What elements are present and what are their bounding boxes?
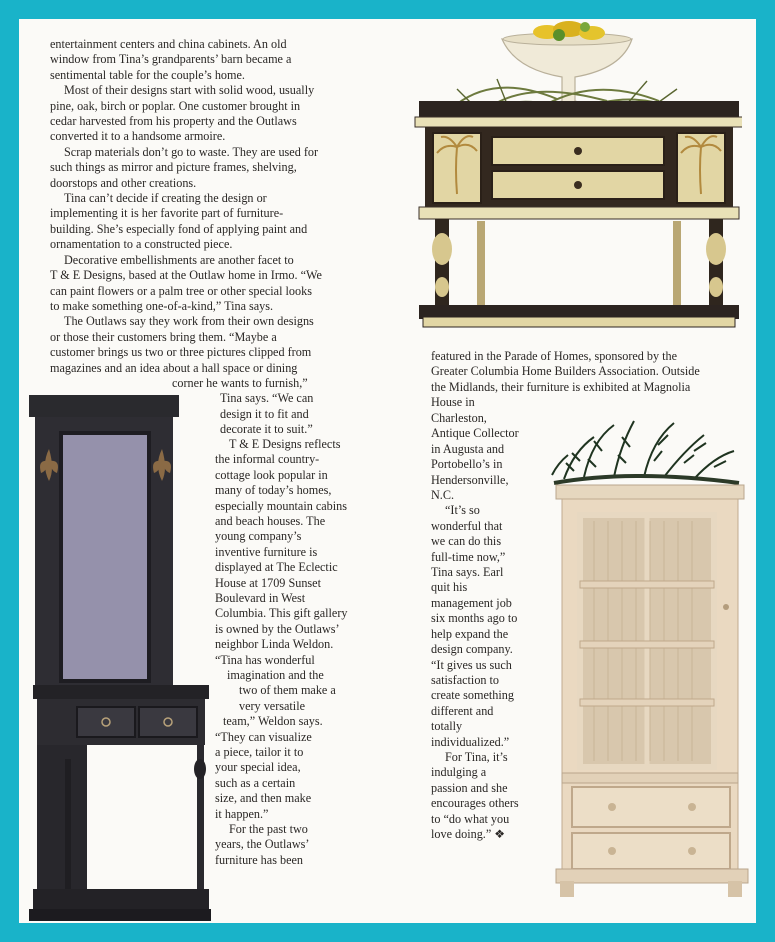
text-line: Antique Collector [431, 426, 519, 441]
column-right-a [431, 349, 700, 411]
text-line: magazines and an idea about a hall space or dining [50, 360, 298, 375]
text-line: displayed at The Eclectic [215, 560, 338, 575]
text-line: “They can visualize [215, 729, 312, 744]
text-line: sentimental table for the couple’s home. [50, 67, 245, 82]
sideboard-photo [397, 19, 742, 337]
text-line: N.C. [431, 488, 455, 503]
text-line: Portobello’s in [431, 457, 503, 472]
text-line: different and [431, 703, 494, 718]
text-line: cottage look popular in [215, 467, 328, 482]
magazine-page [19, 19, 756, 923]
text-line: six months ago to [431, 611, 518, 626]
text-line: wonderful that [431, 518, 503, 533]
text-line: Charleston, [431, 411, 487, 425]
text-line: For the past two [229, 822, 308, 837]
text-line: such as a certain [215, 775, 296, 790]
text-line: implementing it is her favorite part of furniture- [50, 206, 284, 221]
text-line: help expand the [431, 626, 509, 641]
text-line: design company. [431, 642, 513, 657]
text-line: Tina can’t decide if creating the design or [64, 191, 267, 206]
column-mid-a [172, 376, 313, 438]
text-line: encourages others [431, 796, 519, 811]
display-cabinet-photo [534, 411, 756, 901]
text-line: young company’s [215, 529, 302, 544]
text-line: entertainment centers and china cabinets. An old [50, 37, 287, 51]
text-line: the Midlands, their furniture is exhibited at Magnolia [431, 379, 691, 394]
text-line: your special idea, [215, 760, 301, 775]
text-line: ornamentation to a constructed piece. [50, 237, 233, 252]
text-line: For Tina, it’s [445, 749, 508, 764]
text-line: window from Tina’s grandparents’ barn became a [50, 52, 292, 67]
text-line: neighbor Linda Weldon. [215, 637, 334, 652]
text-line: the informal country- [215, 452, 320, 467]
text-line: Greater Columbia Home Builders Association. Outside [431, 364, 700, 379]
text-line: “It’s so [445, 503, 480, 518]
text-line: House at 1709 Sunset [215, 575, 321, 590]
text-line: in Augusta and [431, 441, 505, 456]
text-line: especially mountain cabins [215, 498, 347, 513]
text-line: indulging a [431, 765, 487, 780]
text-line: The Outlaws say they work from their own designs [64, 314, 314, 329]
text-line: size, and then make [215, 791, 312, 806]
text-line: cedar harvested from his property and the Outlaws [50, 114, 297, 129]
text-line: love doing.” ❖ [431, 826, 506, 841]
text-line: Tina says. “We can [220, 391, 314, 406]
text-line: years, the Outlaws’ [215, 837, 310, 852]
text-line: T & E Designs reflects [229, 437, 341, 451]
text-line: Most of their designs start with solid wood, usually [64, 83, 315, 98]
column-left [50, 37, 322, 376]
text-line: Decorative embellishments are another facet to [64, 252, 294, 267]
text-line: furniture has been [215, 852, 303, 867]
text-line: create something [431, 688, 514, 703]
text-line: featured in the Parade of Homes, sponsored by the [431, 349, 678, 363]
text-line: quit his [431, 580, 468, 595]
text-line: to “do what you [431, 811, 510, 826]
text-line: satisfaction to [431, 672, 500, 687]
text-line: management job [431, 595, 512, 610]
text-line: very versatile [239, 698, 305, 713]
text-line: full-time now,” [431, 549, 506, 564]
text-line: building. She’s especially fond of applying paint and [50, 221, 308, 236]
text-line: many of today’s homes, [215, 483, 332, 498]
text-line: “It gives us such [431, 657, 512, 672]
text-line: it happen.” [215, 806, 269, 821]
text-line: Hendersonville, [431, 472, 509, 487]
text-line: can paint flowers or a palm tree or other special looks [50, 283, 312, 298]
text-line: “Tina has wonderful [215, 652, 315, 667]
text-line: decorate it to suit.” [220, 422, 313, 437]
text-line: individualized.” [431, 734, 510, 749]
text-line: corner he wants to furnish,” [172, 376, 308, 390]
text-line: to make something one-of-a-kind,” Tina says. [50, 298, 274, 313]
text-line: doorstops and other creations. [50, 175, 197, 190]
column-mid-b [215, 437, 347, 668]
text-line: such things as mirror and picture frames, shelving, [50, 160, 297, 175]
hall-tree-photo [21, 389, 211, 923]
text-line: we can do this [431, 534, 502, 549]
text-line: Scrap materials don’t go to waste. They are used for [64, 144, 319, 159]
text-line: team,” Weldon says. [223, 714, 323, 729]
text-line: Tina says. Earl [431, 565, 504, 580]
column-right-b [431, 411, 519, 842]
text-line: a piece, tailor it to [215, 745, 304, 760]
text-line: imagination and the [227, 668, 324, 682]
text-line: T & E Designs, based at the Outlaw home in Irmo. “We [50, 268, 322, 283]
text-line: pine, oak, birch or poplar. One customer brought in [50, 98, 301, 113]
text-line: totally [431, 719, 463, 734]
text-line: Columbia. This gift gallery [215, 606, 348, 621]
text-line: Boulevard in West [215, 591, 306, 606]
text-line: and beach houses. The [215, 514, 326, 529]
text-line: converted it to a handsome armoire. [50, 129, 226, 144]
text-line: is owned by the Outlaws’ [215, 621, 340, 636]
text-line: passion and she [431, 780, 508, 795]
fern-plant [552, 421, 739, 483]
text-line: House in [431, 395, 475, 410]
text-line: customer brings us two or three pictures clipped from [50, 345, 312, 360]
text-line: design it to fit and [220, 406, 309, 421]
column-mid-c [215, 668, 336, 868]
text-line: two of them make a [239, 683, 336, 698]
text-line: inventive furniture is [215, 544, 318, 559]
text-line: or those their customers bring them. “Maybe a [50, 329, 277, 344]
